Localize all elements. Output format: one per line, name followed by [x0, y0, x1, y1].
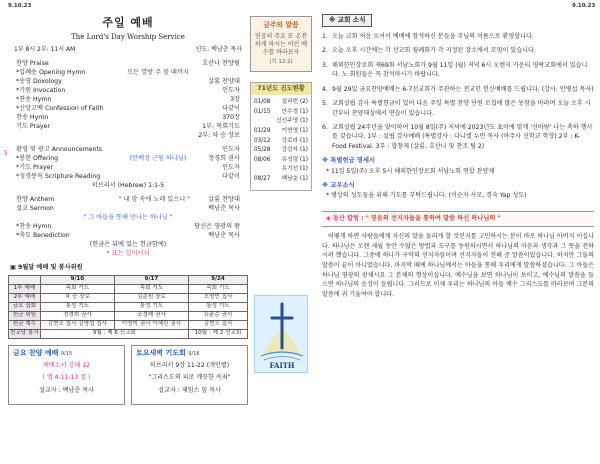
- progress-name: 이현영 (1): [281, 128, 308, 135]
- saturday-line1: 히브리서 9장 11-22 (개인별): [149, 362, 230, 370]
- progress-date: 05/28: [254, 147, 271, 154]
- order-label: 기도 Prayer: [16, 123, 50, 131]
- saturday-service-box: [131, 345, 248, 405]
- weekday-services: [8, 345, 248, 405]
- duty-table-title: ▣ 9월달 예배 및 봉사위원: [10, 264, 83, 272]
- order-detail: 모든 열방 주 볼 때까지: [127, 69, 189, 77]
- side-mark: 5: [4, 150, 8, 157]
- duty-cell: 김현오 집사: [188, 320, 247, 329]
- order-person: 다같이: [222, 105, 240, 113]
- duty-cell: 통성 기도: [188, 302, 247, 311]
- order-person: 370장: [222, 114, 240, 122]
- progress-row: [254, 128, 308, 138]
- order-person: 살롬 찬양대: [208, 78, 240, 86]
- member-news-heading: ※ 교우소식: [322, 181, 355, 189]
- faith-caption: FAITH: [269, 360, 295, 370]
- order-label: *찬송 Hymn: [16, 96, 52, 104]
- order-person: 인도자: [222, 146, 240, 154]
- progress-name: 백남춘 (1): [281, 176, 308, 182]
- order-detail: [126, 132, 190, 141]
- duty-cell: 헌금 계수: [9, 320, 41, 329]
- friday-service-box: [8, 345, 125, 405]
- order-person: 당신은 영광의 왕: [194, 223, 240, 231]
- order-label: [16, 132, 126, 141]
- order-label: 찬양 Praise: [16, 60, 49, 68]
- friday-line3: 설교자 : 백남춘 목사: [39, 386, 94, 394]
- progress-name: 강감자 (1): [281, 147, 308, 154]
- progress-name: 유기선 (1): [281, 166, 308, 173]
- friday-line1: 예배소서 강해 12: [43, 362, 90, 370]
- column-head: ◈ 동산 칼럼 :: [326, 214, 364, 222]
- duty-table: [8, 275, 248, 339]
- progress-list: [251, 95, 311, 189]
- duty-column-header: 9/17: [114, 275, 188, 284]
- progress-date: 01/29: [254, 128, 271, 135]
- duty-cell: 통성 기도: [40, 302, 114, 311]
- friday-date: 9/15: [60, 350, 73, 357]
- news-heading: ※ 교회 소식: [322, 14, 372, 27]
- news-text: 오늘 오후 시간에는 각 선교회 월례회가 각 지정된 장소에서 모임이 있습니다.: [332, 47, 536, 55]
- service-subtitle: The Lord's Day Worship Service: [71, 32, 185, 41]
- progress-row: [254, 166, 308, 176]
- news-text: 해외한인장로회 제69회 서남노회가 9월 11일 (월) 저녁 6시 오렌지 카운티 영락교회에서 있습니다. 노 회원들은 꼭 참석하시기 바랍니다.: [332, 61, 588, 79]
- progress-date: 01/15: [254, 108, 271, 115]
- order-label: 환영 및 광고 Announcements: [16, 146, 103, 154]
- news-item: [322, 123, 594, 151]
- progress-date: 08/06: [254, 156, 271, 163]
- order-person: 다같이: [222, 173, 240, 181]
- progress-date: 03/12: [254, 137, 271, 144]
- duty-column-header: [9, 275, 41, 284]
- date-left: 9.10.23: [8, 3, 32, 9]
- news-item: [322, 85, 594, 94]
- duty-cell: 조정래 권사: [114, 311, 188, 320]
- worship-order-page: [4, 10, 248, 460]
- sidebar-column: [250, 10, 312, 460]
- news-item: [322, 99, 594, 118]
- order-detail: [126, 105, 190, 114]
- progress-name: 신선주영 (1): [276, 118, 308, 125]
- order-detail: [126, 164, 190, 173]
- news-text: 9월 29일 금요찬양예배는 6-7선교회가 주관하는 전교인 헌신예배를 드립니다. (강사: 안병섭 목사): [332, 85, 594, 93]
- column-title: " 믿음의 선지자들을 통하여 말씀 하신 하나님의 ": [365, 214, 501, 222]
- news-item: [322, 46, 594, 55]
- duty-cell: 목회 기도: [40, 284, 114, 293]
- service-meta: [8, 46, 248, 54]
- progress-date: 08/27: [254, 176, 271, 182]
- progress-name: 안수경 (1): [281, 108, 308, 115]
- order-detail: (만백성 근원 하나님): [129, 155, 187, 163]
- order-label: *신앙고백 Confession of Faith: [16, 105, 104, 113]
- progress-date: 01/08: [254, 99, 271, 106]
- order-person: 인도자: [222, 87, 240, 95]
- progress-row: [254, 138, 308, 148]
- order-label: *축도 Benediction: [16, 232, 70, 240]
- order-label: *입례송 Opening Hymn: [16, 69, 86, 77]
- news-text: 교회설립 감사 특별헌금이 있어 다음 주일 특별 찬양 단원 모집에 많은 동참을 바라며 오늘 오후 시간부터 찬양대실에서 연습이 있습니다.: [332, 100, 591, 117]
- news-list: [322, 32, 594, 151]
- progress-box: [250, 82, 312, 191]
- news-item: [322, 32, 594, 41]
- scripture-reference: 히브리서 (Hebrew) 1:1-5: [91, 182, 165, 190]
- progress-name: 유성령 (1): [281, 156, 308, 163]
- progress-row: [254, 99, 308, 109]
- service-title: 주일 예배: [102, 16, 154, 29]
- news-number: 6.: [322, 123, 328, 131]
- duty-cell: 이영미 권사 이혜린 권사: [114, 320, 188, 329]
- duty-cell: 친교담 봉사: [9, 329, 41, 338]
- verse-title: 금주의 말씀: [263, 21, 299, 29]
- order-label: 찬양 Anthem: [16, 196, 55, 204]
- order-row: [16, 132, 240, 141]
- news-number: 5.: [322, 100, 328, 108]
- column-body: 어떻게 하면 사람들에게 자신의 말을 들리게 할 것인지를 고민하시는 분이 바로 하나님 아버지 이십니다. 하나님은 오랜 세월 동안 수많은 방법과 도구를 동원하시면서 하나님의 마음과 생각과 그 뜻을 전하시려 했습니다. 그중에 하나가 구약의 선지자들이며 선지자들이 전해 준 말씀이었습니다. 하지만 그들의 말씀이 끝이 아니었습니다. 마지막 때에 하나님께서는 아들을 통해 우리에게 말씀하셨습니다. 그 아들은 하나님 영광의 광채시요 그 본체의 형상이십니다. 예수님을 보면 하나님이 보이고, 예수님의 말씀을 들으면 하나님의 음성이 들립니다. 그러므로 이제 우리는 하나님의 아들 예수 그리스도를 바라보며 그분의 말씀에 귀 기울여야 합니다.: [322, 233, 594, 299]
- date-right: 9.10.23: [572, 3, 596, 9]
- duty-cell: 김준원 장로: [114, 293, 188, 302]
- order-label: *송영 Doxology: [16, 78, 62, 86]
- news-text: 교회설립 24주년을 맞이하여 10월 8일(주) 저녁에 2023년도 표어에 맞게 '신바람' 나는 축하 행사를 갖습니다. 1부 : 설립 감사예배 (특별강사 : 다니엘 누먼 목사 (아주사 신학교 학장) 2부 : K-Food Festival. 3부 : 합창제 (살롬, 호산나 및 찬조 팀 2): [332, 123, 593, 150]
- order-of-service: [8, 60, 248, 259]
- saturday-line2: "그리스도의 피로 깨끗한 속죄": [148, 374, 231, 382]
- duty-cell: 목회 기도: [188, 284, 247, 293]
- order-person: 인도자: [222, 164, 240, 172]
- order-detail: [126, 123, 190, 132]
- progress-name: 강로라 (1): [281, 137, 308, 144]
- duty-cell: 통성 기도: [114, 302, 188, 311]
- order-detail: [126, 87, 190, 96]
- standing-note: * 표는 일어서서: [106, 250, 150, 258]
- duty-row: [9, 329, 248, 338]
- duty-cell: 헌금 위원: [9, 311, 41, 320]
- order-label: *성경봉독 Scripture Reading: [16, 173, 101, 181]
- progress-row: [254, 157, 308, 167]
- order-label: *기원 Invocation: [16, 87, 66, 95]
- duty-cell: 정경희 권사: [40, 311, 114, 320]
- friday-line2: ( 엡 4:11-13 절 ): [42, 374, 91, 382]
- duty-cell: 2부 예배: [9, 293, 41, 302]
- duty-cell: 오영빈 집사: [188, 293, 247, 302]
- order-person: 호산나 찬양팀: [202, 60, 240, 68]
- duty-cell: 차 승 장로: [40, 293, 114, 302]
- progress-row: [254, 176, 308, 186]
- sermon-title: " 그 아들을 통해 만나는 하나님 ": [83, 214, 173, 222]
- duty-title-text: 9월달 예배 및 봉사위원: [18, 264, 83, 272]
- faith-illustration: [254, 295, 308, 373]
- special-offering-heading: ※ 특별헌금 명세서: [322, 157, 376, 165]
- duty-row: [9, 302, 248, 311]
- news-number: 3.: [322, 61, 328, 69]
- weekly-verse-box: [250, 16, 312, 72]
- news-text: 오늘 교회 처음 오셔서 예배에 참석하신 분들을 주님의 이름으로 환영합니다.: [332, 32, 534, 40]
- verse-reference: (히 12:2): [269, 59, 293, 66]
- offering-note: (헌금은 뒤에 있는 헌금함에): [89, 241, 167, 249]
- order-row: [16, 105, 240, 114]
- duty-row: [9, 293, 248, 302]
- duty-row: [9, 320, 248, 329]
- duty-cell: 9월 : 제 6 선교회: [40, 329, 188, 338]
- church-news-page: [322, 10, 594, 460]
- saturday-date: 9/16: [188, 350, 200, 357]
- saturday-line3: 설교자 : 제임스 임 목사: [158, 386, 221, 394]
- order-label: *기도 Prayer: [16, 164, 53, 172]
- order-detail: [126, 114, 190, 123]
- order-detail: [126, 78, 190, 87]
- friday-title: 금요 찬양 예배: [13, 348, 59, 357]
- duty-row: [9, 311, 248, 320]
- duty-cell: 1부 예배: [9, 284, 41, 293]
- order-person: 3장: [230, 96, 240, 104]
- order-detail: " 내 맘 속에 노래 있으니 ": [118, 196, 190, 204]
- service-time: 1부 8시 2부: 11시 AM: [14, 46, 76, 54]
- special-offering-line: * 11일 5일(주) 오후 5시 해외한인장로회 서남노회 연합 찬양제: [326, 167, 495, 175]
- verse-text: 믿음의 주요 또 온전하게 하시는 이인 예수를 바라보자: [254, 33, 308, 57]
- news-number: 4.: [322, 85, 328, 93]
- progress-title: 71년도 진도현황: [251, 83, 311, 96]
- service-leader: 인도: 백남춘 목사: [195, 46, 242, 54]
- order-label: 찬송 Hymn: [16, 114, 49, 122]
- duty-cell: 10월 : 제 2 선교회: [188, 329, 247, 338]
- duty-column-header: 9/24: [188, 275, 247, 284]
- order-label: *찬송 Hymn: [16, 223, 52, 231]
- order-label: 설교 Sermon: [16, 205, 54, 213]
- order-person: 살롬 찬양대: [208, 196, 240, 204]
- order-detail: [126, 96, 190, 105]
- saturday-title: 토요새벽 기도회: [136, 348, 186, 357]
- duty-column-header: 9/10: [40, 275, 114, 284]
- progress-row: [254, 109, 308, 119]
- order-person: 백남춘 목사: [208, 232, 240, 240]
- news-item: [322, 61, 594, 80]
- news-number: 2.: [322, 47, 328, 55]
- faith-illustration-svg: [255, 296, 308, 373]
- order-person: 1부: 목회기도: [202, 123, 240, 131]
- progress-name: 설리번 (2): [281, 99, 308, 106]
- progress-row: [254, 147, 308, 157]
- order-person: 2부: 차 승 장로: [198, 132, 240, 140]
- duty-cell: 김현오 집사 김명섭 집사: [40, 320, 114, 329]
- column-header: [322, 211, 594, 227]
- order-label: *봉헌 Offering: [16, 155, 59, 163]
- order-person: 백남춘 목사: [208, 205, 240, 213]
- progress-row: [254, 118, 308, 128]
- duty-cell: 목회 기도: [114, 284, 188, 293]
- news-number: 1.: [322, 32, 328, 40]
- member-news-line: * 병상의 성도들을 위해 기도를 부탁드립니다. (이순자 사모, 경숙 Yap 성도): [326, 192, 527, 200]
- duty-cell: 금요 집회: [9, 302, 41, 311]
- duty-row: [9, 284, 248, 293]
- order-detail: [126, 223, 190, 232]
- order-person: 정경희 권사: [208, 155, 240, 163]
- duty-cell: 유윤순 권사: [188, 311, 247, 320]
